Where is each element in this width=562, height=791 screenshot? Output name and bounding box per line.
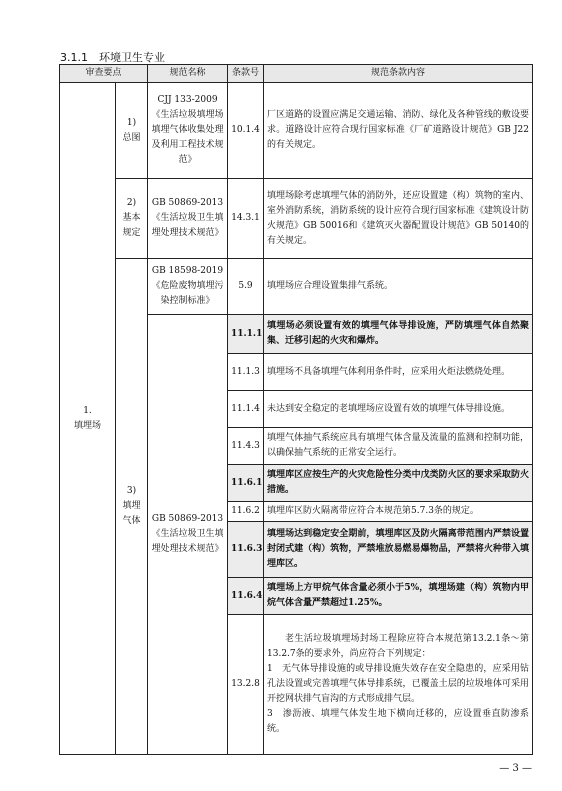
clause-paragraph: 老生活垃圾填埋场封场工程除应符合本规范第13.2.1条～第13.2.7条的要求外，尚应符合下列规定： <box>267 634 530 659</box>
table-header-row <box>60 65 533 83</box>
section-title: 3.1.1 环境卫生专业 <box>60 51 165 64</box>
clause-number: 11.6.2 <box>228 502 264 522</box>
clause-number: 11.1.1 <box>228 315 264 354</box>
clause-item: 3 渗沥液、填埋气体发生地下横向迁移的，应设置垂直防渗系统。 <box>267 709 530 734</box>
clause-content: 填埋气体抽气系统应具有填埋气体含量及流量的监测和控制功能，以确保抽气系统的正常安全运行。 <box>264 428 533 465</box>
clause-number: 5.9 <box>228 259 264 315</box>
clause-content: 未达到安全稳定的老填埋场应设置有效的填埋气体导排设施。 <box>264 391 533 428</box>
table-row <box>60 179 533 259</box>
table-row <box>60 83 533 179</box>
header-clause-content: 规范条款内容 <box>264 65 533 83</box>
clause-number: 11.6.4 <box>228 578 264 615</box>
review-table <box>59 64 533 755</box>
clause-number: 13.2.8 <box>228 615 264 755</box>
clause-number: 11.6.3 <box>228 522 264 578</box>
category-landfill: 1. 填埋场 <box>60 83 116 755</box>
spec-name: CJJ 133-2009 《生活垃圾填埋场填埋气体收集处理及利用工程技术规范》 <box>148 83 228 179</box>
clause-content <box>264 615 533 755</box>
header-review-points: 审查要点 <box>60 65 148 83</box>
clause-content: 填埋场必须设置有效的填埋气体导排设施，严防填埋气体自然聚集、迁移引起的火灾和爆炸。 <box>264 315 533 354</box>
clause-number: 14.3.1 <box>228 179 264 259</box>
clause-content: 填埋库区防火隔离带应符合本规范第5.7.3条的规定。 <box>264 502 533 522</box>
clause-content: 填埋场上方甲烷气体含量必须小于5%，填埋场建（构）筑物内甲烷气体含量严禁超过1.25%。 <box>264 578 533 615</box>
spec-name: GB 18598-2019 《危险废物填埋污染控制标准》 <box>148 259 228 315</box>
clause-number: 11.1.3 <box>228 354 264 391</box>
clause-content: 填埋场不具备填埋气体利用条件时，应采用火炬法燃烧处理。 <box>264 354 533 391</box>
sub-basic-provisions: 2) 基本规定 <box>116 179 148 259</box>
sub-general-plan: 1) 总图 <box>116 83 148 179</box>
clause-content: 填埋库区应按生产的火灾危险性分类中戊类防火区的要求采取防火措施。 <box>264 465 533 502</box>
clause-content: 填埋场除考虑填埋气体的消防外，还应设置建（构）筑物的室内、室外消防系统，消防系统的设计应符合现行国家标准《建筑设计防火规范》GB 50016和《建筑灭火器配置设计规范》GB 50140的有关规定。 <box>264 179 533 259</box>
clause-number: 11.1.4 <box>228 391 264 428</box>
clause-number: 10.1.4 <box>228 83 264 179</box>
clause-content: 填埋场应合理设置集排气系统。 <box>264 259 533 315</box>
table-row <box>60 259 533 315</box>
header-clause-no: 条款号 <box>228 65 264 83</box>
clause-item: 1 无气体导排设施的或导排设施失效存在安全隐患的，应采用钻孔法设置或完善填埋气体导排系统，已覆盖土层的垃圾堆体可采用开挖网状排气盲沟的方式形成排气层。 <box>267 664 530 704</box>
clause-number: 11.4.3 <box>228 428 264 465</box>
spec-name: GB 50869-2013 《生活垃圾卫生填埋处理技术规范》 <box>148 179 228 259</box>
header-spec-name: 规范名称 <box>148 65 228 83</box>
page-number: — 3 — <box>499 763 532 774</box>
spec-name: GB 50869-2013 《生活垃圾卫生填埋处理技术规范》 <box>148 315 228 755</box>
clause-content: 厂区道路的设置应满足交通运输、消防、绿化及各种管线的敷设要求。道路设计应符合现行国家标准《厂矿道路设计规范》GB J22的有关规定。 <box>264 83 533 179</box>
clause-content: 填埋场达到稳定安全期前，填埋库区及防火隔离带范围内严禁设置封闭式建（构）筑物，严禁堆放易燃易爆物品，严禁将火种带入填埋库区。 <box>264 522 533 578</box>
clause-number: 11.6.1 <box>228 465 264 502</box>
sub-landfill-gas: 3) 填埋气体 <box>116 259 148 755</box>
